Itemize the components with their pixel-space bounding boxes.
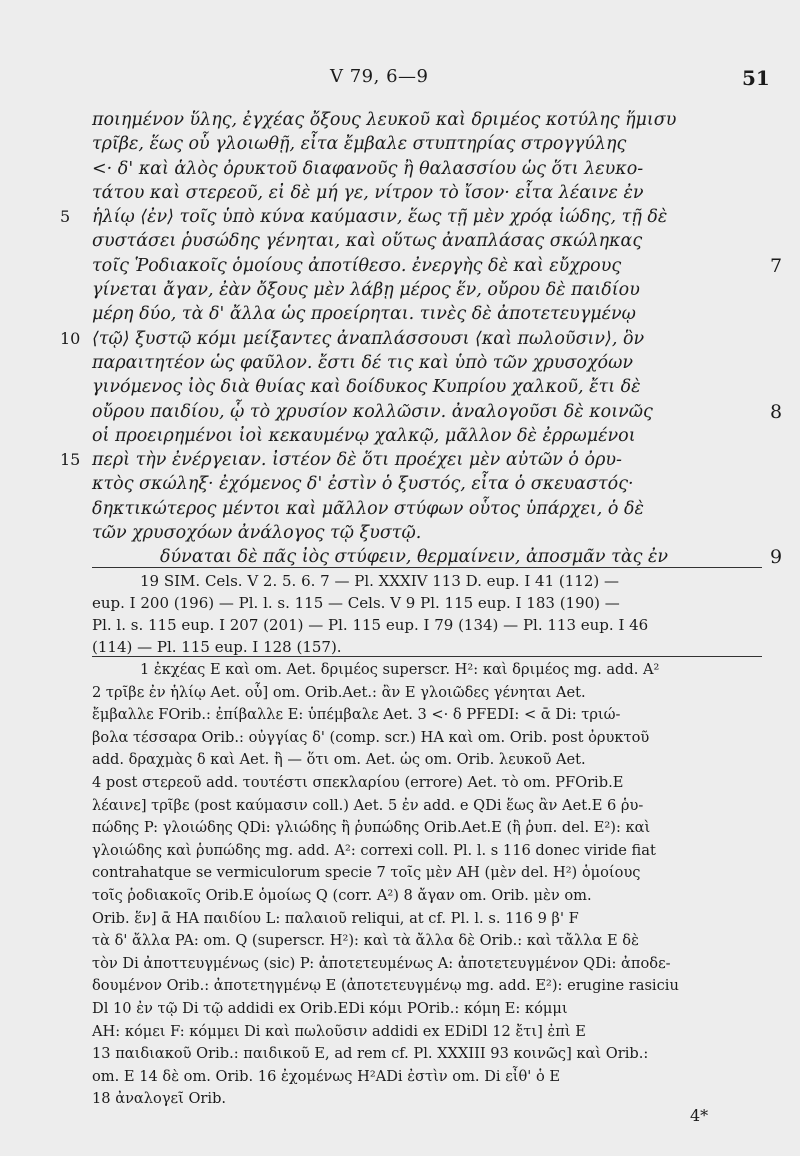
line-text: τρῖβε, ἕως οὗ γλοιωθῇ, εἶτα ἔμβαλε στυπτηρίας στρογγύλης [92,134,627,155]
apparatus-line: πώδης P: γλοιώδης QDi: γλιώδης ἢ ῥυπώδης Orib.Aet.E (ἢ ῥυπ. del. E²): καὶ [92,819,651,837]
line-text: γίνεται ἄγαν, ἐὰν ὄξους μὲν λάβῃ μέρος ἕν, οὔρου δὲ παιδίου [92,280,640,301]
line-text: γινόμενος ἰὸς διὰ θυίας καὶ δοίδυκος Κυπρίου χαλκοῦ, ἔτι δὲ [92,377,641,398]
critical-apparatus [92,659,762,1111]
testimonia-line: 19 SIM. Cels. V 2. 5. 6. 7 — Pl. XXXIV 113 D. eup. I 41 (112) — [140,572,619,590]
line-text: <· δ' καὶ ἁλὸς ὀρυκτοῦ διαφανοῦς ἢ θαλασσίου ὡς ὅτι λευκο- [92,158,644,179]
line-text: οἱ προειρημένοι ἰοὶ κεκαυμένῳ χαλκῷ, μᾶλλον δὲ ἐρρωμένοι [92,425,636,446]
main-text [0,108,800,570]
line-text: μέρη δύο, τὰ δ' ἄλλα ὡς προείρηται. τινὲς δὲ ἀποτετευγμένῳ [92,304,636,325]
apparatus-line: τὰ δ' ἄλλα PA: om. Q (superscr. H²): καὶ τὰ ἄλλα δὲ Orib.: καὶ τἄλλα E δὲ [92,932,639,950]
line-text: οὔρου παιδίου, ᾧ τὸ χρυσίον κολλῶσιν. ἀναλογοῦσι δὲ κοινῶς [92,401,653,422]
text-line [0,108,800,132]
line-text: τάτου καὶ στερεοῦ, εἰ δὲ μή γε, νίτρον τὸ ἴσον· εἶτα λέαινε ἐν [92,182,644,203]
text-line [0,400,800,424]
text-line [0,448,800,472]
line-number: 15 [60,450,81,470]
apparatus-line: λέαινε] τρῖβε (post καύμασιν coll.) Aet. 5 ἐν add. e QDi ἕως ἂν Aet.E 6 ῥυ- [92,796,644,814]
testimonia-rule [92,567,762,568]
testimonia-line: Pl. l. s. 115 eup. I 207 (201) — Pl. 115 eup. I 79 (134) — Pl. 113 eup. I 46 [92,616,649,634]
line-text: δηκτικώτερος μέντοι καὶ μᾶλλον στύφων οὗτος ὑπάρχει, ὁ δὲ [92,498,644,519]
page-header [0,66,800,96]
apparatus-line: Dl 10 ἐν τῷ Di τῷ addidi ex Orib.EDi κόμι POrib.: κόμη E: κόμμι [92,999,568,1017]
text-line [0,302,800,326]
line-number: 10 [60,328,81,348]
apparatus-line: add. δραχμὰς δ καὶ Aet. ἢ — ὅτι om. Aet. ὡς om. Orib. λευκοῦ Aet. [92,751,586,769]
apparatus-rule [92,656,762,657]
line-text: συστάσει ῥυσώδης γένηται, καὶ οὕτως ἀναπλάσας σκώληκας [92,231,643,252]
line-text: παραιτητέον ὡς φαῦλον. ἔστι δέ τις καὶ ὑπὸ τῶν χρυσοχόων [92,352,634,373]
line-text: περὶ τὴν ἐνέργειαν. ἰστέον δὲ ὅτι προέχει μὲν αὐτῶν ὁ ὀρυ- [92,450,622,471]
line-text: ποιημένον ὕλης, ἐγχέας ὄξους λευκοῦ καὶ δριμέος κοτύλης ἥμισυ [92,110,677,130]
signature-mark: 4* [690,1106,709,1125]
apparatus-line: AH: κόμει F: κόμμει Di καὶ πωλοῦσιν addidi ex EDiDl 12 ἔτι] ἐπὶ E [92,1022,586,1040]
text-line [0,424,800,448]
text-line [0,351,800,375]
apparatus-line: Orib. ἕν] ᾱ HA παιδίου L: παλαιοῦ reliqui, at cf. Pl. l. s. 116 9 β' F [92,909,579,927]
page-number: 51 [742,66,770,90]
apparatus-line: δουμένον Orib.: ἀποτετηγμένῳ E (ἀποτετευγμένῳ mg. add. E²): erugine rasiciu [92,977,679,995]
line-text: τῶν χρυσοχόων ἀνάλογος τῷ ξυστῷ. [92,523,422,544]
text-line [0,521,800,545]
section-number: 7 [770,254,783,277]
text-line [0,254,800,278]
section-number: 9 [770,546,783,569]
text-line [0,229,800,253]
apparatus-line: γλοιώδης καὶ ῥυπώδης mg. add. A²: correxi coll. Pl. l. s 116 donec viride fiat [92,841,656,859]
apparatus-line: βολα τέσσαρα Orib.: οὐγγίας δ' (comp. scr.) HA καὶ om. Orib. post ὀρυκτοῦ [92,728,650,746]
text-line [0,205,800,229]
testimonia-line: eup. I 200 (196) — Pl. l. s. 115 — Cels. V 9 Pl. 115 eup. I 183 (190) — [92,594,620,612]
line-text: ἡλίῳ ⟨ἐν⟩ τοῖς ὑπὸ κύνα καύμασιν, ἕως τῇ μὲν χρόᾳ ἰώδης, τῇ δὲ [92,207,668,228]
apparatus-line: τὸν Di ἀποττευγμένως (sic) P: ἀποτετευμένως A: ἀποτετευγμένον QDi: ἀποδε- [92,954,671,972]
text-line [0,181,800,205]
text-line [0,472,800,496]
apparatus-line: om. E 14 δὲ om. Orib. 16 ἐχομένως H²ADi ἐστὶν om. Di εἶθ' ὁ E [92,1067,561,1085]
line-text: δύναται δὲ πᾶς ἰὸς στύφειν, θερμαίνειν, ἀποσμᾶν τὰς ἐν [160,547,669,568]
running-title: V 79, 6—9 [330,66,429,87]
apparatus-line: 18 ἀναλογεῖ Orib. [92,1090,227,1108]
text-line [0,278,800,302]
line-text: τοῖς Ῥοδιακοῖς ὁμοίους ἀποτίθεσο. ἐνεργὴς δὲ καὶ εὔχρους [92,255,622,276]
apparatus-line: 13 παιδιακοῦ Orib.: παιδικοῦ E, ad rem cf. Pl. XXXIII 93 κοινῶς] καὶ Orib.: [92,1045,649,1063]
text-line [0,157,800,181]
testimonia-line: (114) — Pl. 115 eup. I 128 (157). [92,638,342,656]
text-line [0,375,800,399]
text-line [0,497,800,521]
apparatus-line: ἔμβαλλε FOrib.: ἐπίβαλλε E: ὑπέμβαλε Aet. 3 <· δ PFEDI: < ᾱ Di: τριώ- [92,706,621,724]
text-line [0,545,800,569]
line-number: 5 [60,207,71,227]
text-line [0,327,800,351]
section-number: 8 [770,400,783,423]
apparatus-line: 1 ἐκχέας E καὶ om. Aet. δριμέος superscr. H²: καὶ δριμέος mg. add. A² [140,661,660,678]
apparatus-line: contrahatque se vermiculorum specie 7 τοῖς μὲν AH (μὲν del. H²) ὁμοίους [92,864,641,882]
apparatus-line: 2 τρῖβε ἐν ἡλίῳ Aet. οὗ] om. Orib.Aet.: ἂν E γλοιῶδες γένηται Aet. [92,683,586,701]
line-text: κτὸς σκώληξ· ἐχόμενος δ' ἐστὶν ὁ ξυστός, εἶτα ὁ σκευαστός· [92,474,634,495]
apparatus-line: 4 post στερεοῦ add. τουτέστι σπεκλαρίου (errore) Aet. τὸ om. PFOrib.E [92,773,624,791]
line-text: ⟨τῷ⟩ ξυστῷ κόμι μείξαντες ἀναπλάσσουσι ⟨καὶ πωλοῦσιν⟩, ὃν [92,328,645,349]
apparatus-line: τοῖς ῥοδιακοῖς Orib.E ὁμοίως Q (corr. A²) 8 ἄγαν om. Orib. μὲν om. [92,886,592,904]
text-line [0,132,800,156]
testimonia [92,570,762,658]
